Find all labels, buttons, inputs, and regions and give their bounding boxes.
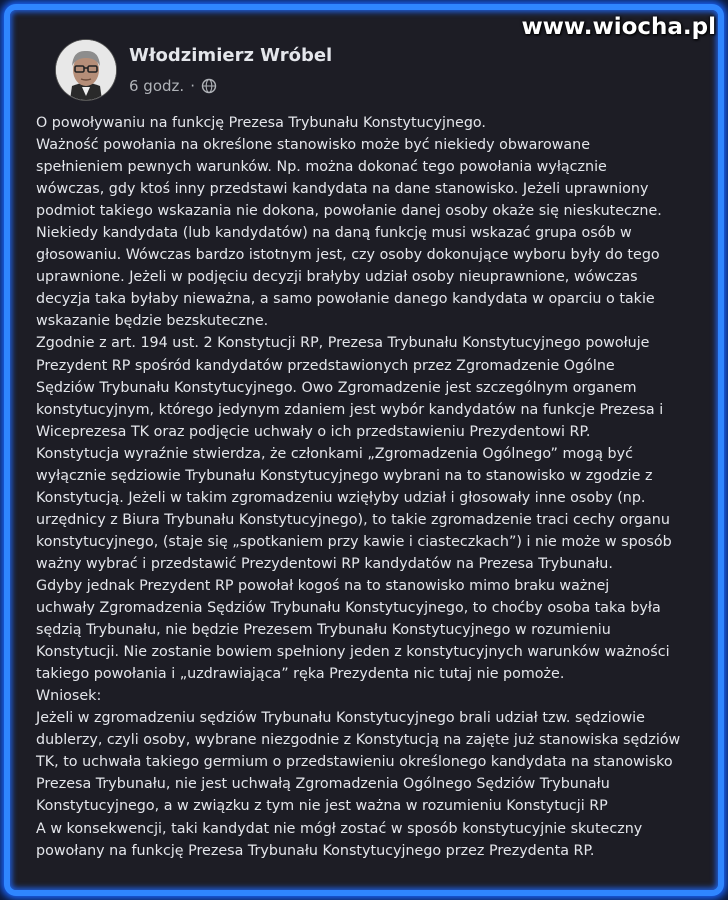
post-line: takiego powołania i „uzdrawiająca” ręka Prezydenta nic tutaj nie pomoże. <box>36 666 565 683</box>
post-line: powołany na funkcję Prezesa Trybunału Konstytucyjnego przez Prezydenta RP. <box>36 842 595 859</box>
post-line: urzędnicy z Biura Trybunału Konstytucyjnego), to takie zgromadzenie traci cechy organu <box>36 511 670 528</box>
post-line: wówczas, gdy ktoś inny przedstawi kandydata na dane stanowisko. Jeżeli uprawniony <box>36 181 649 198</box>
post-line: Prezesa Trybunału, nie jest uchwałą Zgromadzenia Ogólnego Sędziów Trybunału <box>36 776 610 793</box>
post-body <box>36 112 706 862</box>
post-line: Gdyby jednak Prezydent RP powołał kogoś na to stanowisko mimo braku ważnej <box>36 577 610 594</box>
post-line: O powoływaniu na funkcję Prezesa Trybunału Konstytucyjnego. <box>36 115 486 131</box>
post-line: głosowaniu. Wówczas bardzo istotnym jest, czy osoby dokonujące wyboru były do tego <box>36 247 660 264</box>
post-meta <box>129 77 217 95</box>
post-line: decyzja taka byłaby nieważna, a samo powołanie danego kandydata w oparciu o takie <box>36 291 655 308</box>
post-line: konstytucyjnym, którego jedynym zdaniem jest wybór kandydatów na funkcje Prezesa i <box>36 401 664 418</box>
post-line: Konstytucyjnego, a w związku z tym nie jest ważna w rozumieniu Konstytucji RP <box>36 798 608 815</box>
avatar[interactable] <box>56 40 116 100</box>
post-line: Wiceprezesa TK oraz podjęcie uchwały o ich przedstawieniu Prezydentowi RP. <box>36 423 591 440</box>
post-line: Prezydent RP spośród kandydatów przedstawionych przez Zgromadzenie Ogólne <box>36 357 615 374</box>
post-line: uprawnione. Jeżeli w podjęciu decyzji brałyby udział osoby nieuprawnione, wówczas <box>36 269 638 286</box>
globe-icon <box>201 78 217 94</box>
post-line: Niekiedy kandydata (lub kandydatów) na daną funkcję musi wskazać grupa osób w <box>36 225 632 242</box>
post-line: Wniosek: <box>36 688 102 705</box>
post-line: sędzią Trybunału, nie będzie Prezesem Trybunału Konstytucyjnego w rozumieniu <box>36 622 611 639</box>
post-line: Sędziów Trybunału Konstytucyjnego. Owo Zgromadzenie jest szczególnym organem <box>36 379 637 396</box>
post-line: Konstytucją. Jeżeli w takim zgromadzeniu wzięłyby udział i głosowały inne osoby (np. <box>36 489 646 506</box>
post-line: Jeżeli w zgromadzeniu sędziów Trybunału Konstytucyjnego brali udział tzw. sędziowie <box>36 710 645 727</box>
author-name[interactable]: Włodzimierz Wróbel <box>129 45 333 66</box>
meta-separator: · <box>190 77 195 95</box>
post-line: ważny wybrać i przedstawić Prezydentowi RP kandydatów na Prezesa Trybunału. <box>36 555 613 572</box>
avatar-image <box>56 40 116 100</box>
post-line: Ważność powołania na określone stanowisko może być niekiedy obwarowane <box>36 137 591 154</box>
post-line: podmiot takiego wskazania nie dokona, powołanie danej osoby okaże się nieskuteczne. <box>36 203 662 220</box>
post-card <box>4 4 724 896</box>
site-watermark: www.wiocha.pl <box>521 14 716 40</box>
post-line: A w konsekwencji, taki kandydat nie mógł zostać w sposób konstytucyjnie skuteczny <box>36 820 643 837</box>
post-line: Konstytucja wyraźnie stwierdza, że członkami „Zgromadzenia Ogólnego” mogą być <box>36 445 633 462</box>
post-line: TK, to uchwała takiego germium o przedstawieniu określonego kandydata na stanowisko <box>36 754 673 771</box>
post-line: uchwały Zgromadzenia Sędziów Trybunału Konstytucyjnego, to choćby osoba taka była <box>36 600 661 617</box>
post-line: Zgodnie z art. 194 ust. 2 Konstytucji RP, Prezesa Trybunału Konstytucyjnego powołuje <box>36 335 650 352</box>
post-line: wyłącznie sędziowie Trybunału Konstytucyjnego wybrani na to stanowisko w zgodzie z <box>36 467 653 484</box>
post-line: Konstytucji. Nie zostanie bowiem spełniony jeden z konstytucyjnych warunków ważności <box>36 644 670 661</box>
post-line: wskazanie będzie bezskuteczne. <box>36 313 269 330</box>
post-line: konstytucyjnego, (staje się „spotkaniem przy kawie i ciasteczkach”) i nie może w sposób <box>36 533 672 550</box>
post-time[interactable]: 6 godz. <box>129 77 185 95</box>
post-line: spełnieniem pewnych warunków. Np. można dokonać tego powołania wyłącznie <box>36 159 607 176</box>
post-line: dublerzy, czyli osoby, wybrane niezgodnie z Konstytucją na zajęte już stanowiska sędziów <box>36 732 681 749</box>
